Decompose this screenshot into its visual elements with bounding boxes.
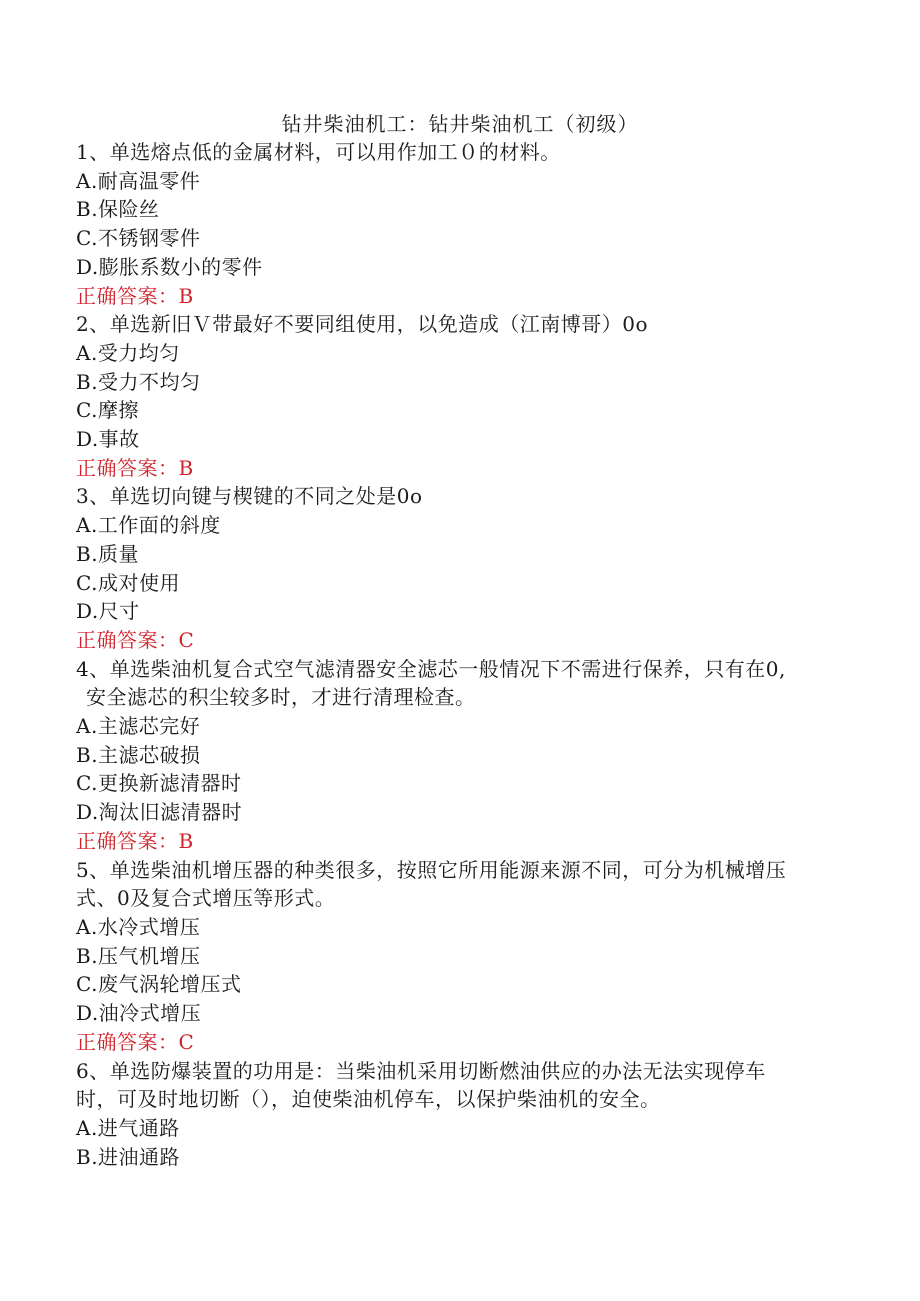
option-b: B.保险丝 bbox=[76, 197, 160, 222]
option-d: D.油冷式增压 bbox=[76, 1001, 202, 1026]
answer-value: C bbox=[178, 627, 195, 652]
question-6 bbox=[76, 1057, 836, 1172]
correct-answer bbox=[76, 827, 836, 856]
question-stem-line-1: 5、单选柴油机增压器的种类很多，按照它所用能源来源不同，可分为机械增压 bbox=[76, 857, 787, 882]
option-a: A.主滤芯完好 bbox=[76, 714, 201, 739]
question-stem-line-2: 安全滤芯的积尘较多时，才进行清理检查。 bbox=[86, 685, 476, 710]
answer-label: 正确答案： bbox=[76, 283, 179, 308]
option-b: B.压气机增压 bbox=[76, 943, 201, 968]
question-stem: 1、单选熔点低的金属材料，可以用作加工０的材料。 bbox=[76, 140, 561, 164]
option-c: C.不锈钢零件 bbox=[76, 226, 201, 251]
answer-value: B bbox=[178, 455, 194, 480]
option-c: C.摩擦 bbox=[76, 398, 139, 423]
question-stem-line-1: 6、单选防爆装置的功用是：当柴油机采用切断燃油供应的办法无法实现停车 bbox=[76, 1058, 766, 1083]
answer-label: 正确答案： bbox=[76, 455, 179, 480]
answer-value: B bbox=[178, 283, 194, 308]
option-a: A.水冷式增压 bbox=[76, 914, 201, 939]
question-stem: 2、单选新旧Ｖ带最好不要同组使用，以免造成（江南博哥）0o bbox=[76, 312, 648, 337]
option-c: C.废气涡轮增压式 bbox=[76, 972, 242, 997]
answer-label: 正确答案： bbox=[76, 828, 179, 853]
option-a: A.耐高温零件 bbox=[76, 168, 201, 193]
option-d: D.淘汰旧滤清器时 bbox=[76, 800, 243, 825]
option-b: B.主滤芯破损 bbox=[76, 742, 201, 767]
question-stem-line-2: 式、0及复合式增压等形式。 bbox=[76, 886, 336, 911]
correct-answer bbox=[76, 454, 836, 483]
question-5 bbox=[76, 856, 836, 1057]
document-title: 钻井柴油机工：钻井柴油机工（初级） bbox=[281, 112, 639, 136]
correct-answer bbox=[76, 1028, 836, 1057]
answer-value: B bbox=[178, 828, 194, 853]
option-d: D.膨胀系数小的零件 bbox=[76, 254, 263, 279]
question-1 bbox=[76, 138, 836, 310]
answer-label: 正确答案： bbox=[76, 1029, 179, 1054]
option-a: A.进气通路 bbox=[76, 1115, 180, 1140]
option-a: A.受力均匀 bbox=[76, 340, 180, 365]
question-2 bbox=[76, 310, 836, 482]
question-stem-line-1: 4、单选柴油机复合式空气滤清器安全滤芯一般情况下不需进行保养，只有在0, bbox=[76, 656, 786, 681]
correct-answer bbox=[76, 626, 836, 655]
option-d: D.事故 bbox=[76, 427, 140, 452]
question-list bbox=[76, 138, 836, 1171]
question-stem-line-2: 时，可及时地切断（），迫使柴油机停车，以保护柴油机的安全。 bbox=[76, 1087, 661, 1112]
question-stem: 3、单选切向键与楔键的不同之处是0o bbox=[76, 484, 423, 509]
option-b: B.进油通路 bbox=[76, 1144, 181, 1169]
answer-value: C bbox=[178, 1029, 195, 1054]
option-b: B.受力不均匀 bbox=[76, 369, 201, 394]
answer-label: 正确答案： bbox=[76, 627, 179, 652]
option-d: D.尺寸 bbox=[76, 599, 140, 624]
question-3 bbox=[76, 482, 836, 654]
question-4 bbox=[76, 655, 836, 856]
option-a: A.工作面的斜度 bbox=[76, 513, 221, 538]
option-c: C.更换新滤清器时 bbox=[76, 771, 242, 796]
option-b: B.质量 bbox=[76, 541, 140, 566]
option-c: C.成对使用 bbox=[76, 570, 180, 595]
correct-answer bbox=[76, 282, 836, 311]
